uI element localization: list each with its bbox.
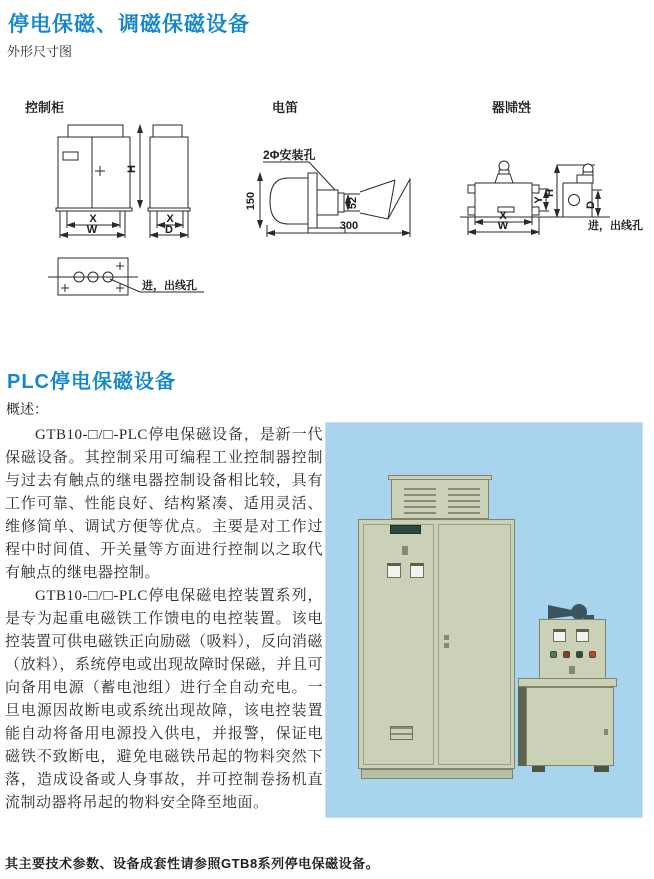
product-photo (325, 422, 643, 818)
controller-dim-d: D (585, 201, 597, 209)
page-title: 停电保磁、调磁保磁设备 (8, 13, 250, 36)
overview-label: 概述： (6, 401, 48, 417)
console-table-top (518, 678, 617, 687)
controller-holes-label: 进，出线孔 (588, 220, 643, 232)
cabinet-handle-top (444, 635, 449, 640)
console-button-red (563, 651, 570, 658)
console-button-dark (576, 651, 583, 658)
hood-louvers-left (404, 488, 436, 514)
horn-mount-holes-label: 2Φ安装孔 (263, 148, 316, 162)
cabinet-knob (402, 546, 408, 555)
plc-paragraph-2: GTB10-□/□-PLC停电保磁电控装置系列，是专为起重电磁铁工作馈电的电控装置。该电控装置可供电磁铁正向励磁（吸料），反向消磁（放料），系统停电或出现故障时保磁，并且可向备用电源（蓄电池组）进行全自动充电。一旦电源因故断电或系统出现故障，该电控装置能自动将备用电源投入供电，并报警，保证电磁铁不致断电，避免电磁铁吊起的物料突然下落，造成设备或人身事故，并可控制卷扬机直流制动器将吊起的物料安全降至地面。 (5, 588, 324, 811)
horn-dimension-drawing (243, 95, 423, 245)
cabinet-dim-w: W (86, 224, 98, 236)
horn-dim-height: 150 (245, 191, 257, 211)
cabinet-dim-x-side: X (166, 213, 174, 225)
cabinet-hood (391, 479, 489, 519)
plc-description (5, 424, 323, 815)
cabinet-dim-d: D (165, 224, 173, 236)
cabinet-holes-label: 进，出线孔 (142, 280, 197, 292)
console-base-handle (604, 729, 608, 735)
cabinet-nameplate (390, 525, 421, 534)
console-foot-right (594, 766, 609, 772)
console-panel (539, 619, 606, 679)
cabinet-bottom-vent (390, 726, 413, 740)
cabinet-meter-left (387, 563, 401, 578)
footer-reference-note: 其主要技术参数、设备成套性请参照GTB8系列停电保磁设备。 (5, 856, 380, 871)
horn-dim-length: 300 (339, 220, 359, 232)
controller-dim-h: H (544, 189, 556, 197)
plc-section-title: PLC停电保磁设备 (7, 371, 176, 393)
main-cabinet (358, 519, 515, 769)
console-button-orange (589, 651, 596, 658)
hood-louvers-right (448, 488, 480, 514)
cabinet-dim-x-front: X (89, 213, 97, 225)
console-button-green (550, 651, 557, 658)
controller-dim-x: X (499, 210, 507, 222)
cabinet-dimension-drawing (18, 95, 233, 305)
dimension-diagram-subtitle: 外形尺寸图 (7, 44, 73, 59)
plc-paragraph-1: GTB10-□/□-PLC停电保磁设备，是新一代保磁设备。其控制采用可编程工业控制器控制与过去有触点的继电器控制设备相比较，具有工作可靠、性能良好、结构紧凑、适用灵活、维修简单、调试方便等优点。主要是对工作过程中时间值、开关量等方面进行控制以之取代有触点的继电器控制。 (5, 427, 323, 581)
controller-dimension-drawing (458, 95, 654, 240)
console-meter-left (553, 629, 566, 642)
controller-dim-w: W (497, 220, 509, 232)
console-base-cabinet (526, 687, 614, 766)
console-foot-left (532, 766, 545, 772)
horn-dim-throat: 52 (347, 196, 359, 210)
console-meter-right (576, 629, 589, 642)
controller-diagram-title-mirrored-text: 控制器 (492, 100, 532, 115)
cabinet-meter-right (410, 563, 424, 578)
horn-diagram-title: 电笛 (272, 100, 299, 115)
cabinet-diagram-title: 控制柜 (25, 100, 65, 115)
controller-dim-y: Y (533, 196, 545, 204)
cabinet-plinth (361, 769, 513, 779)
cabinet-handle-bottom (444, 643, 449, 648)
cabinet-dim-h: H (126, 165, 138, 173)
console-knob (569, 666, 575, 674)
